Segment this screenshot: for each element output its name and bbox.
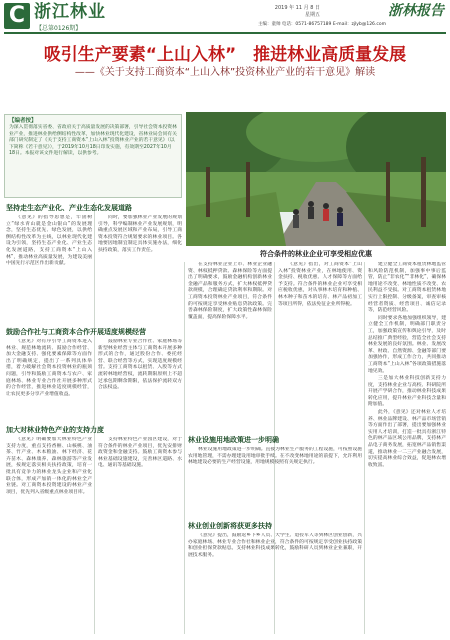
- column-divider: [184, 262, 185, 634]
- body-column: [188, 533, 362, 634]
- body-column: [6, 339, 92, 423]
- paragraph: 此外，《意见》还对林业人才培养、林业品牌建设、林产品市场营销等方面作出了部署，提出要加强林业实用人才培训，打造一批具有浙江特色的林产品区域公用品牌，支持林产品电子商务发展，拓宽林产品销售渠道，推动林业一二三产业融合发展，切实提高林业综合效益，促进林农增收致富。: [368, 410, 446, 468]
- newspaper-brand: 浙林报告: [388, 3, 444, 19]
- body-column: [188, 447, 362, 517]
- paragraph: 《意见》指出，对工商资本“上山入林”投资林业产业，在林地使用、资金扶持、税收优惠、人才保障等方面给予支持。符合条件的林业企业可享受相应税收优惠，对从事林木培育和种植、林木种子和苗木的培育、林产品初加工等项目所得，依法免征企业所得税。: [278, 262, 362, 307]
- main-headline: 吸引生产要素“上山入林” 推进林业高质量发展: [43, 45, 407, 65]
- issue-weekday: 星期五: [304, 12, 320, 18]
- paragraph: 鼓励林业专业合作社、家庭林场等新型林业经营主体与工商资本开展多种形式的合作，通过股份合作、委托经营、联合经营等方式，实现适度规模经营。支持工商资本以租赁、入股等方式流转林地经营权，流转期限原则上不超过承包期剩余期限，依法保护流转双方合法权益。: [98, 339, 182, 391]
- body-column: [98, 437, 182, 634]
- paragraph: 《意见》对有序引导工商资本进入林业、规范林地流转、鼓励合作经营、加大金融支持、强化要素保障等方面作出了明确规定，提出了一系列具体举措，着力破解社会资本投资林业的瓶颈问题，引导和鼓励工商资本与农户、家庭林场、林业专业合作社开展多种形式的合作经营，推进林业适度规模经营，让农民更多分享产业增值收益。: [6, 339, 92, 397]
- paragraph: 《意见》的指导思想是，牢固树立“绿水青山就是金山银山”的发展理念，坚持生态优先、绿色发展，以供给侧结构性改革为主线，以林业现代化建设为引领，坚持生态产业化、产业生态化发展道路，支持工商资本“上山入林”，推动林业高质量发展，为建设美丽中国先行示范区作出新贡献。: [6, 215, 92, 267]
- staff-line: 主编：童帅 电话：0571-86757189 E-mail：zjlyb@126.com: [258, 22, 386, 27]
- forest-road-image: [186, 112, 446, 246]
- section-heading: 鼓励合作社与工商资本合作开展适度规模经营: [6, 328, 146, 336]
- body-column: [6, 215, 92, 325]
- paragraph: 支持林业特色产业园区建设，对于符合条件的林业产业项目，优先安排财政资金和金融支持。鼓励工商资本参与林业基础设施建设，完善林区道路、水电、通讯等基础设施。: [98, 437, 182, 469]
- paragraph: 建立健全工商资本租赁林地监管和风险防范机制，加强事中事后监管，防止“非农化”“非林化”，确保林地用途不改变、林地性质不改变、农民利益不受损。对工商资本租赁林地实行上限控制、分级备案，审查审核经营者资质、经营项目、诚信记录等，防范经营风险。: [368, 262, 446, 314]
- body-column: [98, 215, 182, 325]
- paragraph: 林业设施用地政策进一步明确。直接为林业生产服务的工程设施，可按照设施农用地管理，不需办理建设用地审批手续。在不改变林地用途的前提下，允许利用林地建设必要的生产经营设施，用地规模按照有关规定执行。: [188, 447, 362, 466]
- body-column: [368, 262, 446, 634]
- sub-headline: ——《关于支持工商资本“上山入林”投资林业产业的若干意见》解读: [74, 67, 376, 78]
- section-heading: 加大对林业特色产业的支持力度: [6, 426, 104, 434]
- paragraph: 《意见》明确要加大林业特色产业支持力度，重点支持香榧、山核桃、油茶、竹产业、木本粮油、林下经济、花卉苗木、森林康养、森林旅游等产业发展，按规定落实相关扶持政策，培育一批具有竞争力的林业龙头企业和产业化联合体，形成产加销一体化的林业全产业链。对工商资本投资建设的林业产业项目，优先列入省级重点林业项目库。: [6, 437, 92, 495]
- column-divider: [364, 262, 365, 634]
- paragraph: 《意见》提出，鼓励返乡下乡人员、大学生、退役军人等到林区创业创新，兴办家庭林场、林业专业合作社和林业企业，符合条件的可按规定享受创业扶持政策和创业担保贷款贴息。支持林业科技成果转化，鼓励科研人员到林业企业兼职，开展技术服务。: [188, 533, 362, 558]
- section-heading: 林业创业创新将获更多扶持: [188, 522, 272, 530]
- editor-note-text: 为深入贯彻落实省委、省政府关于高质量发展的决策部署，引导社会资本投资林业产业，推进林业供给侧结构性改革，加快林业现代化建设，省林业局会同有关部门研究制定了《关于支持工商资本“上山入林”投资林业产业的若干意见》（以下简称《若干意见》），于2019年10月18日印发实施，有效期至2027年10月18日。本报对该文件进行解读，以供参考。: [9, 125, 177, 156]
- paragraph: 三是加大林业科技创新支持力度，支持林业企业与高校、科研院所开展产学研合作，推动林业科技成果转化应用，提升林业产业科技含量和附加值。: [368, 376, 446, 408]
- column-logo: C: [4, 3, 30, 29]
- masthead-rule: [4, 32, 446, 34]
- photo-caption: 符合条件的林业企业可享受相应优惠: [260, 250, 372, 258]
- column-divider: [94, 202, 95, 634]
- body-column: [278, 262, 362, 432]
- section-heading: 林业设施用地政策进一步明确: [188, 436, 279, 444]
- section-heading: 坚持走生态产业化、产业生态化发展道路: [6, 204, 132, 212]
- column-name: 浙江林业: [34, 2, 106, 22]
- forest-photo: [186, 112, 446, 246]
- masthead: [0, 0, 450, 38]
- paragraph: 在支持林业企业上市、林业企业融资、林权抵押贷款、森林保险等方面提出了明确要求，鼓励金融机构创新林业金融产品和服务方式，扩大林权抵押贷款规模，合理确定贷款利率和期限。对工商资本投资林业产业项目，符合条件的可按规定享受林业贴息贷款政策。完善森林保险制度，扩大政策性森林保险覆盖面，提高保险保障水平。: [188, 262, 272, 320]
- body-column: [188, 262, 272, 432]
- paragraph: 同时，要加强林业产业发展的规划引导，科学编制林业产业发展规划，明确重点发展区域和产业布局，引导工商资本投资符合规划要求的林业项目。各地要因地制宜制定具体实施办法，细化扶持政策，落实工作责任。: [98, 215, 182, 253]
- issue-number: 【总第0126期】: [36, 25, 82, 32]
- body-column: [6, 437, 92, 634]
- issue-date: 2019 年 11 月 8 日: [274, 5, 320, 11]
- paragraph: 同时要求各地加强组织领导，建立健全工作机制，明确部门职责分工，加强政策宣传和舆论引导，及时总结推广典型经验，营造全社会支持林业发展的良好氛围。林业、发展改革、财政、自然资源、金融等部门要加强协作，形成工作合力，共同推动工商资本“上山入林”各项政策措施落地见效。: [368, 315, 446, 374]
- editor-note-label: 【编者按】: [9, 118, 37, 124]
- body-column: [98, 339, 182, 423]
- editor-note: [4, 114, 182, 198]
